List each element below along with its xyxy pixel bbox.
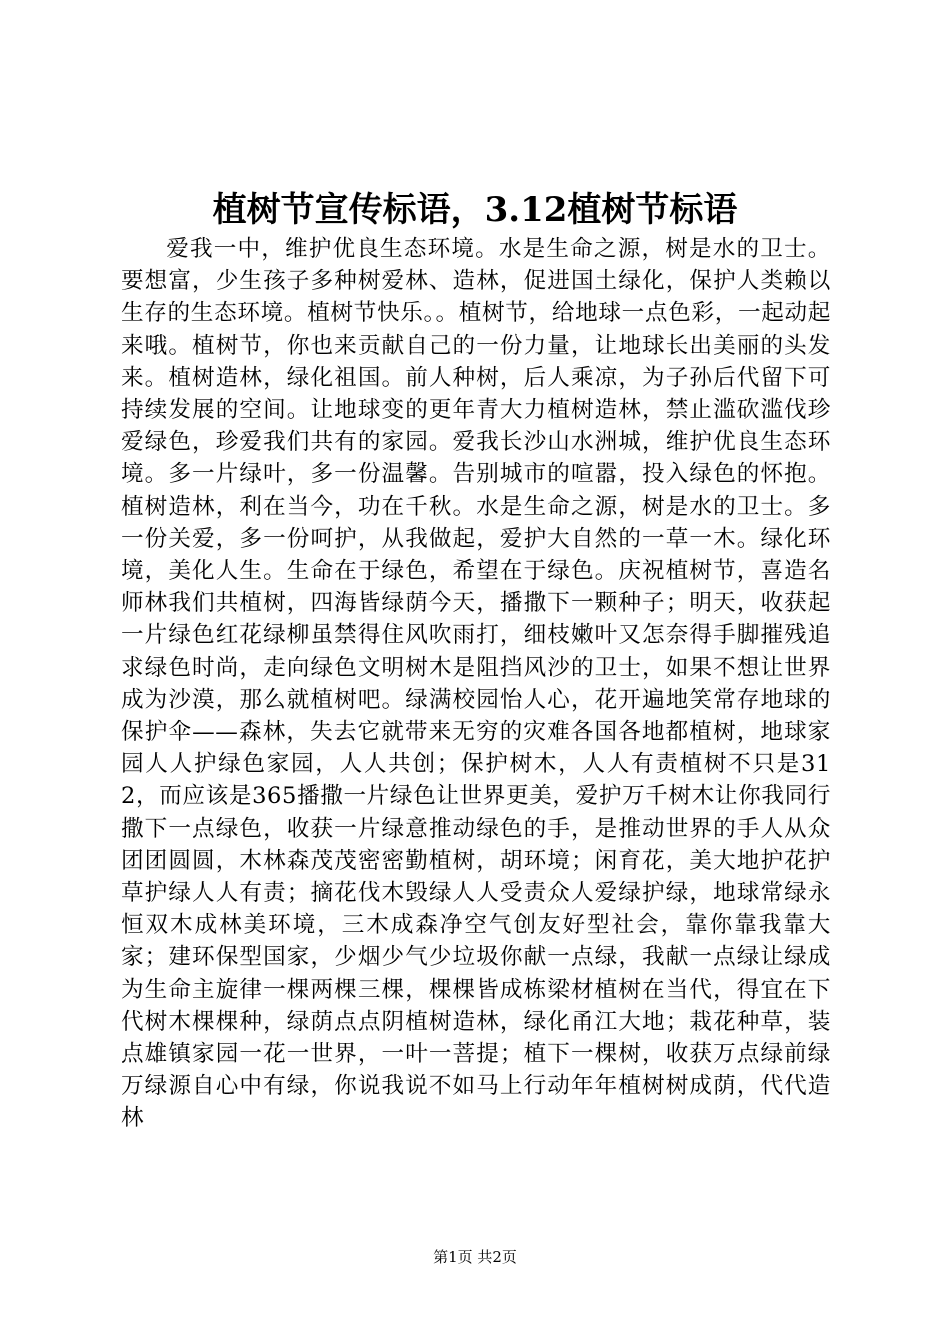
document-body-paragraph: 爱我一中，维护优良生态环境。水是生命之源，树是水的卫士。要想富，少生孩子多种树爱林、造林，促进国土绿化，保护人类赖以生存的生态环境。植树节快乐。。植树节，给地球一点色彩，一起动起来哦。植树节，你也来贡献自己的一份力量，让地球长出美丽的头发来。植树造林，绿化祖国。前人种树，后人乘凉，为子孙后代留下可持续发展的空间。让地球变的更年青大力植树造林，禁止滥砍滥伐珍爱绿色，珍爱我们共有的家园。爱我长沙山水洲城，维护优良生态环境。多一片绿叶，多一份温馨。告别城市的喧嚣，投入绿色的怀抱。植树造林，利在当今，功在千秋。水是生命之源，树是水的卫士。多一份关爱，多一份呵护，从我做起，爱护大自然的一草一木。绿化环境，美化人生。生命在于绿色，希望在于绿色。庆祝植树节，喜造名师林我们共植树，四海皆绿荫今天，播撒下一颗种子；明天，收获起一片绿色红花绿柳虽禁得住风吹雨打，细枝嫩叶又怎奈得手脚摧残追求绿色时尚，走向绿色文明树木是阻挡风沙的卫士，如果不想让世界成为沙漠，那么就植树吧。绿满校园怡人心，花开遍地笑常存地球的保护伞——森林，失去它就带来无穷的灾难各国各地都植树，地球家园人人护绿色家园，人人共创；保护树木，人人有责植树不只是312，而应该是365播撒一片绿色让世界更美，爱护万千树木让你我同行撒下一点绿色，收获一片绿意推动绿色的手，是推动世界的手人从众团团圆圆，木林森茂茂密密勤植树，胡环境；闲育花，美大地护花护草护绿人人有责；摘花伐木毁绿人人受责众人爱绿护绿，地球常绿永恒双木成林美环境，三木成森净空气创友好型社会，靠你靠我靠大家；建环保型国家，少烟少气少垃圾你献一点绿，我献一点绿让绿成为生命主旋律一棵两棵三棵，棵棵皆成栋梁材植树在当代，得宜在下代树木棵棵种，绿荫点点阴植树造林，绿化甬江大地；栽花种草，装点雄镇家园一花一世界，一叶一菩提；植下一棵树，收获万点绿前绿万绿源自心中有绿，你说我说不如马上行动年年植树树成荫，代代造林: [121, 236, 831, 1132]
document-title: 植树节宣传标语，3.12植树节标语: [212, 190, 738, 230]
page-number-footer: 第1页 共2页: [433, 1248, 517, 1266]
